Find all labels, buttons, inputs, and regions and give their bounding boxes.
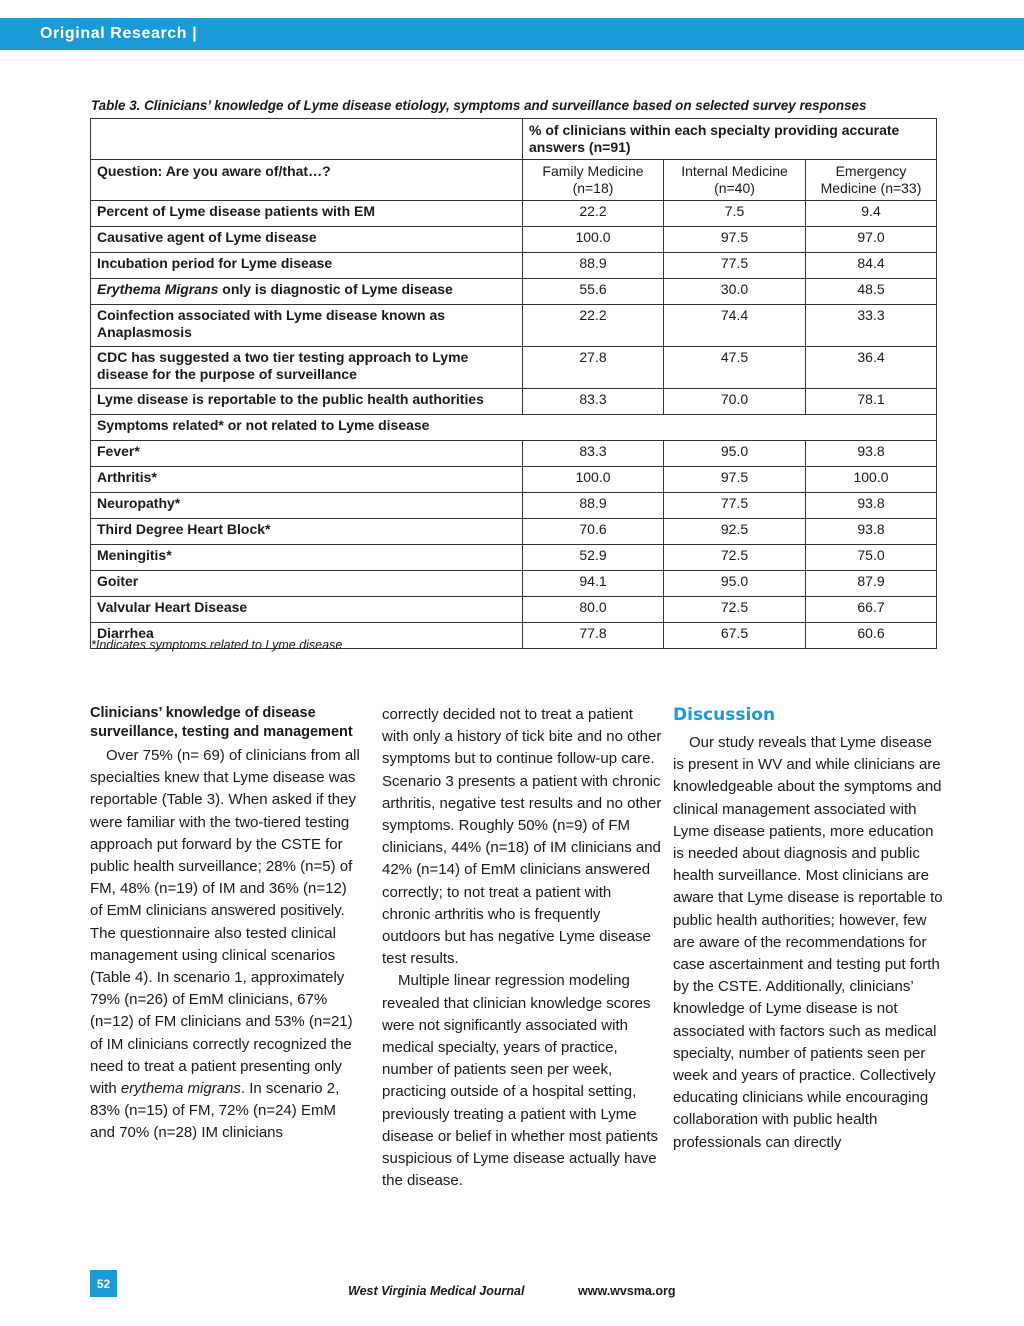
cell-im: 7.5 (664, 201, 806, 227)
cell-fm: 77.8 (523, 623, 664, 649)
row-question: Third Degree Heart Block* (91, 519, 523, 545)
cell-im: 97.5 (664, 467, 806, 493)
table-row (91, 571, 937, 597)
cell-fm: 27.8 (523, 347, 664, 389)
row-question: Goiter (91, 571, 523, 597)
table-row (91, 415, 937, 441)
table-row (91, 493, 937, 519)
table-row (91, 201, 937, 227)
cell-im: 72.5 (664, 545, 806, 571)
cell-em: 93.8 (806, 441, 937, 467)
column-header-family-medicine: Family Medicine (n=18) (523, 160, 664, 201)
cell-fm: 70.6 (523, 519, 664, 545)
cell-em: 100.0 (806, 467, 937, 493)
cell-em: 97.0 (806, 227, 937, 253)
table-row (91, 227, 937, 253)
cell-fm: 22.2 (523, 201, 664, 227)
table-row (91, 389, 937, 415)
cell-em: 36.4 (806, 347, 937, 389)
row-question: Coinfection associated with Lyme disease known as Anaplasmosis (91, 305, 523, 347)
row-question: Arthritis* (91, 467, 523, 493)
table-row (91, 441, 937, 467)
cell-fm: 100.0 (523, 227, 664, 253)
table-row (91, 253, 937, 279)
row-question: Diarrhea (91, 623, 523, 649)
page-number: 52 (90, 1270, 117, 1297)
table-row (91, 519, 937, 545)
cell-im: 30.0 (664, 279, 806, 305)
cell-fm: 94.1 (523, 571, 664, 597)
cell-em: 75.0 (806, 545, 937, 571)
cell-im: 67.5 (664, 623, 806, 649)
cell-fm: 88.9 (523, 253, 664, 279)
section-header-bar (0, 18, 1024, 50)
row-question: Neuropathy* (91, 493, 523, 519)
row-question: Erythema Migrans only is diagnostic of Lyme disease (91, 279, 523, 305)
cell-im: 72.5 (664, 597, 806, 623)
cell-im: 77.5 (664, 493, 806, 519)
row-question: Lyme disease is reportable to the public health authorities (91, 389, 523, 415)
cell-im: 77.5 (664, 253, 806, 279)
cell-im: 95.0 (664, 441, 806, 467)
row-question: Incubation period for Lyme disease (91, 253, 523, 279)
paragraph: Multiple linear regression modeling revealed that clinician knowledge scores were not significantly associated with medical specialty, years of practice, number of patients seen per week, practicing outside of a hospital setting, previously treating a patient with Lyme disease or belief in whether most patients suspicious of Lyme disease actually have the disease. (382, 972, 658, 1190)
cell-em: 84.4 (806, 253, 937, 279)
cell-fm: 83.3 (523, 389, 664, 415)
column-3 (673, 704, 943, 1154)
discussion-heading: Discussion (673, 705, 776, 725)
cell-fm: 100.0 (523, 467, 664, 493)
cell-im: 92.5 (664, 519, 806, 545)
cell-em: 78.1 (806, 389, 937, 415)
table-3 (90, 118, 937, 649)
paragraph: correctly decided not to treat a patient with only a history of tick bite and no other symptoms but to continue follow-up care. Scenario 3 presents a patient with chronic arthritis, negative test results and no other symptoms. Roughly 50% (n=9) of FM clinicians, 44% (n=18) of IM clinicians and 42% (n=14) of EmM clinicians answered correctly; to not treat a patient with chronic arthritis who is frequently outdoors but has negative Lyme disease test results. (382, 706, 662, 968)
paragraph: Over 75% (n= 69) of clinicians from all specialties knew that Lyme disease was reportable (Table 3). When asked if they were familiar with the two-tiered testing approach put forward by the CSTE for public health surveillance; 28% (n=5) of FM, 48% (n=19) of IM and 36% (n=12) of EmM clinicians answered positively. The questionnaire also tested clinical management using clinical scenarios (Table 4). In scenario 1, approximately 79% (n=26) of EmM clinicians, 67% (n=12) of FM clinicians and 53% (n=21) of IM clinicians correctly recognized the need to treat a patient presenting only with erythema migrans. In scenario 2, 83% (n=15) of FM, 72% (n=24) EmM and 70% (n=28) IM clinicians (90, 747, 360, 1142)
table-row (91, 279, 937, 305)
table-caption: Table 3. Clinicians’ knowledge of Lyme disease etiology, symptoms and surveillance based on selected survey responses (91, 98, 867, 113)
row-question: Valvular Heart Disease (91, 597, 523, 623)
cell-im: 95.0 (664, 571, 806, 597)
cell-em: 93.8 (806, 519, 937, 545)
row-question: Fever* (91, 441, 523, 467)
cell-fm: 80.0 (523, 597, 664, 623)
journal-name: West Virginia Medical Journal (348, 1284, 525, 1298)
cell-em: 9.4 (806, 201, 937, 227)
cell-fm: 88.9 (523, 493, 664, 519)
column-1 (90, 704, 360, 1145)
row-question: Causative agent of Lyme disease (91, 227, 523, 253)
cell-im: 97.5 (664, 227, 806, 253)
table-empty-header-cell (91, 119, 523, 160)
cell-em: 66.7 (806, 597, 937, 623)
column-header-internal-medicine: Internal Medicine (n=40) (664, 160, 806, 201)
cell-fm: 83.3 (523, 441, 664, 467)
cell-fm: 52.9 (523, 545, 664, 571)
cell-em: 60.6 (806, 623, 937, 649)
cell-em: 87.9 (806, 571, 937, 597)
cell-fm: 22.2 (523, 305, 664, 347)
row-question: Meningitis* (91, 545, 523, 571)
row-question: CDC has suggested a two tier testing approach to Lyme disease for the purpose of surveillance (91, 347, 523, 389)
paragraph: Our study reveals that Lyme disease is present in WV and while clinicians are knowledgeable about the symptoms and clinical management associated with Lyme disease patients, more education is needed about diagnosis and public health surveillance. Most clinicians are aware that Lyme disease is reportable to public health authorities; however, few are aware of the recommendations for case ascertainment and testing put forth by the CSTE. Additionally, clinicians’ knowledge of Lyme disease is not associated with factors such as medical specialty, number of patients seen per week and years of practice. Collectively educating clinicians while encouraging collaboration with public health professionals can directly (673, 734, 943, 1151)
column-2 (382, 704, 662, 1192)
table-footnote: *Indicates symptoms related to Lyme disease (91, 638, 343, 652)
cell-em: 93.8 (806, 493, 937, 519)
table-row (91, 545, 937, 571)
table-question-header: Question: Are you aware of/that…? (91, 160, 523, 201)
table-row (91, 305, 937, 347)
table-row (91, 597, 937, 623)
cell-em: 33.3 (806, 305, 937, 347)
table-row (91, 467, 937, 493)
column-header-emergency-medicine: Emergency Medicine (n=33) (806, 160, 937, 201)
section-label: Original Research | (40, 25, 198, 42)
cell-im: 70.0 (664, 389, 806, 415)
cell-em: 48.5 (806, 279, 937, 305)
row-question: Percent of Lyme disease patients with EM (91, 201, 523, 227)
symptoms-section-header: Symptoms related* or not related to Lyme disease (91, 415, 937, 441)
cell-fm: 55.6 (523, 279, 664, 305)
subsection-heading: Clinicians’ knowledge of disease surveillance, testing and management (90, 705, 353, 740)
table-row (91, 347, 937, 389)
cell-im: 47.5 (664, 347, 806, 389)
journal-website: www.wvsma.org (578, 1284, 676, 1298)
cell-im: 74.4 (664, 305, 806, 347)
table-group-header: % of clinicians within each specialty providing accurate answers (n=91) (523, 119, 937, 160)
